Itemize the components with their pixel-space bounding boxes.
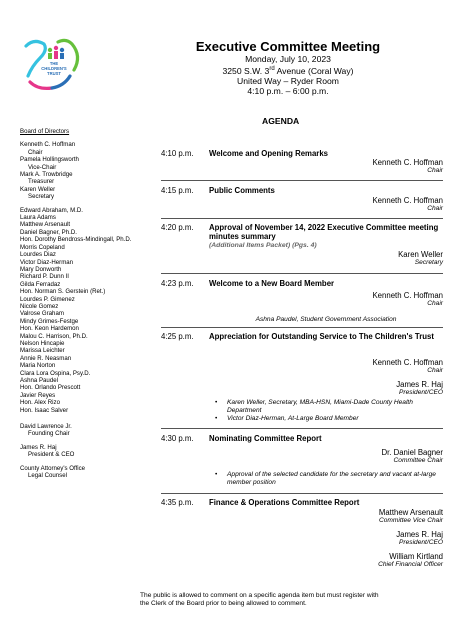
item-time: 4:35 p.m. — [161, 498, 194, 507]
bullet-item — [213, 471, 441, 487]
bullet-dot-icon: • — [215, 399, 218, 406]
presenter-role: Chair — [427, 167, 443, 174]
officer-name: Pamela Hollingsworth — [20, 156, 79, 164]
logo-text-3: TRUST — [47, 71, 61, 76]
board-member: Mary Donworth — [20, 265, 62, 273]
item-title: Welcome to a New Board Member — [209, 279, 335, 288]
president-role: President & CEO — [28, 451, 75, 459]
officer-role: Secretary — [28, 193, 55, 201]
presenter — [372, 358, 443, 375]
board-member: Clara Lora Ospina, Psy.D. — [20, 369, 91, 377]
meeting-address: 3250 S.W. 3rd Avenue (Coral Way) — [222, 65, 354, 76]
board-sidebar — [20, 128, 155, 479]
counsel-line: County Attorney's Office — [20, 464, 86, 472]
board-member: Richard P. Dunn II — [20, 273, 70, 281]
item-note: Ashna Paudel, Student Government Association — [255, 316, 397, 323]
presenter-role: Secretary — [414, 259, 443, 266]
president-name: James R. Haj — [20, 443, 57, 451]
board-member: Mindy Grimes-Festge — [20, 317, 79, 325]
divider — [161, 218, 443, 219]
founding-role: Founding Chair — [28, 430, 70, 438]
board-member: Marissa Leichter — [20, 347, 65, 355]
item-bullets — [213, 399, 441, 423]
presenter — [381, 448, 443, 465]
presenter-role: Chief Financial Officer — [378, 561, 443, 568]
item-subtitle: (Additional Items Packet) (Pgs. 4) — [209, 242, 317, 249]
presenter — [396, 530, 443, 547]
presenter-role: Chair — [427, 367, 443, 374]
bullet-dot-icon: • — [215, 415, 218, 422]
presenter-role: President/CEO — [399, 389, 443, 396]
officer-role: Chair — [28, 148, 43, 156]
bullet-text: Victor Diaz-Herman, At-Large Board Member — [227, 415, 359, 422]
item-title: Finance & Operations Committee Report — [209, 498, 360, 507]
founding-name: David Lawrence Jr. — [20, 423, 72, 431]
board-member: Morris Copeland — [20, 243, 65, 251]
officer-role: Vice-Chair — [28, 163, 57, 171]
item-time: 4:10 p.m. — [161, 149, 194, 158]
logo-graphic — [16, 36, 86, 100]
item-time: 4:25 p.m. — [161, 332, 194, 341]
childrens-trust-logo — [16, 36, 86, 100]
bullet-text: Approval of the selected candidate for the secretary and vacant at-large member position — [227, 471, 436, 486]
board-member: Valrose Graham — [20, 310, 64, 318]
presenter-name: Dr. Daniel Bagner — [381, 448, 443, 457]
presenter — [372, 291, 443, 308]
board-member: Victor Diaz-Herman — [20, 258, 74, 266]
presenter — [398, 250, 443, 267]
item-time: 4:30 p.m. — [161, 434, 194, 443]
board-member: Lourdes P. Gimenez — [20, 295, 75, 303]
divider — [161, 428, 443, 429]
board-member: Laura Adams — [20, 214, 56, 222]
agenda-heading: AGENDA — [262, 116, 300, 126]
divider — [161, 327, 443, 328]
presenter-role: President/CEO — [399, 539, 443, 546]
meeting-title: Executive Committee Meeting — [195, 39, 381, 54]
item-time: 4:20 p.m. — [161, 223, 194, 232]
presenter — [396, 380, 443, 397]
logo-text-1: THE — [49, 61, 59, 66]
board-member: Hon. Orlando Prescott — [20, 384, 81, 392]
counsel-role: Legal Counsel — [28, 472, 67, 480]
board-member: Hon. Dorothy Bendross-Mindingall, Ph.D. — [20, 236, 132, 244]
divider — [161, 493, 443, 494]
officer-name: Mark A. Trowbridge — [20, 171, 73, 179]
board-member: Maria Norton — [20, 362, 56, 370]
footer-line: the Clerk of the Board prior to being allowed to comment. — [140, 600, 307, 607]
board-member: Lourdes Diaz — [20, 251, 56, 259]
public-comment-note — [140, 592, 440, 608]
bullet-item — [213, 399, 441, 415]
board-member: Ashna Paudel — [20, 377, 58, 384]
board-member: Nicole Gomez — [20, 302, 59, 310]
item-title: Nominating Committee Report — [209, 434, 322, 443]
presenter-role: Chair — [427, 300, 443, 307]
board-member: Hon. Keon Hardemon — [20, 325, 79, 333]
item-title: Public Comments — [209, 186, 275, 195]
board-member: Edward Abraham, M.D. — [20, 206, 83, 214]
presenter-name: Karen Weller — [398, 250, 443, 259]
meeting-date: Monday, July 10, 2023 — [245, 54, 331, 64]
agenda-body — [161, 0, 443, 630]
bullet-text: Karen Weller, Secretary, MBA-HSN, Miami-Dade County Health Department — [227, 399, 413, 414]
board-member: Malou C. Harrison, Ph.D. — [20, 332, 88, 340]
meeting-room: United Way – Ryder Room — [237, 75, 339, 86]
item-title: Appreciation for Outstanding Service to The Children's Trust — [209, 332, 434, 341]
presenter — [372, 196, 443, 213]
member-list — [20, 207, 155, 414]
item-title: Welcome and Opening Remarks — [209, 149, 329, 158]
item-time: 4:15 p.m. — [161, 186, 194, 195]
board-member: Matthew Arsenault — [20, 221, 71, 229]
logo-text-2: CHILDREN'S — [41, 66, 67, 71]
board-heading: Board of Directors — [20, 128, 70, 135]
presenter-name: Kenneth C. Hoffman — [372, 291, 443, 300]
presenter-name: Matthew Arsenault — [378, 508, 443, 517]
presenter-role: Committee Chair — [393, 457, 443, 464]
divider — [161, 180, 443, 181]
officer-name: Karen Weller — [20, 185, 56, 193]
item-bullets — [213, 471, 441, 487]
presenter-name: Kenneth C. Hoffman — [372, 196, 443, 205]
board-member: Annie R. Neasman — [20, 354, 72, 362]
presenter — [378, 552, 443, 569]
presenter — [372, 158, 443, 175]
item-title: Approval of November 14, 2022 Executive Committee meeting minutes summary — [209, 223, 439, 241]
board-member: Hon. Norman S. Gerstein (Ret.) — [20, 288, 106, 296]
divider — [161, 273, 443, 274]
presenter-role: Committee Vice Chair — [378, 517, 443, 524]
presenter-name: James R. Haj — [396, 380, 443, 389]
presenter-role: Chair — [427, 205, 443, 212]
board-member: Hon. Isaac Salver — [20, 406, 69, 414]
board-member: Hon. Alex Rizo — [20, 399, 60, 407]
board-member: Nelson Hincapie — [20, 339, 65, 347]
board-member: Javier Reyes — [20, 391, 56, 399]
officer-role: Treasurer — [28, 178, 55, 186]
officer-name: Kenneth C. Hoffman — [20, 141, 76, 149]
presenter-name: Kenneth C. Hoffman — [372, 158, 443, 167]
meeting-time: 4:10 p.m. – 6:00 p.m. — [247, 85, 329, 96]
presenter — [379, 508, 443, 525]
bullet-dot-icon: • — [215, 471, 218, 478]
bullet-item — [213, 415, 441, 423]
board-member: Daniel Bagner, Ph.D. — [20, 228, 77, 236]
footer-line: The public is allowed to comment on a specific agenda item but must register with — [140, 592, 379, 599]
presenter-name: William Kirtland — [389, 552, 443, 561]
item-time: 4:23 p.m. — [161, 279, 194, 288]
presenter-name: James R. Haj — [396, 530, 443, 539]
presenter-name: Kenneth C. Hoffman — [372, 358, 443, 367]
board-member: Gilda Ferradaz — [20, 280, 61, 288]
